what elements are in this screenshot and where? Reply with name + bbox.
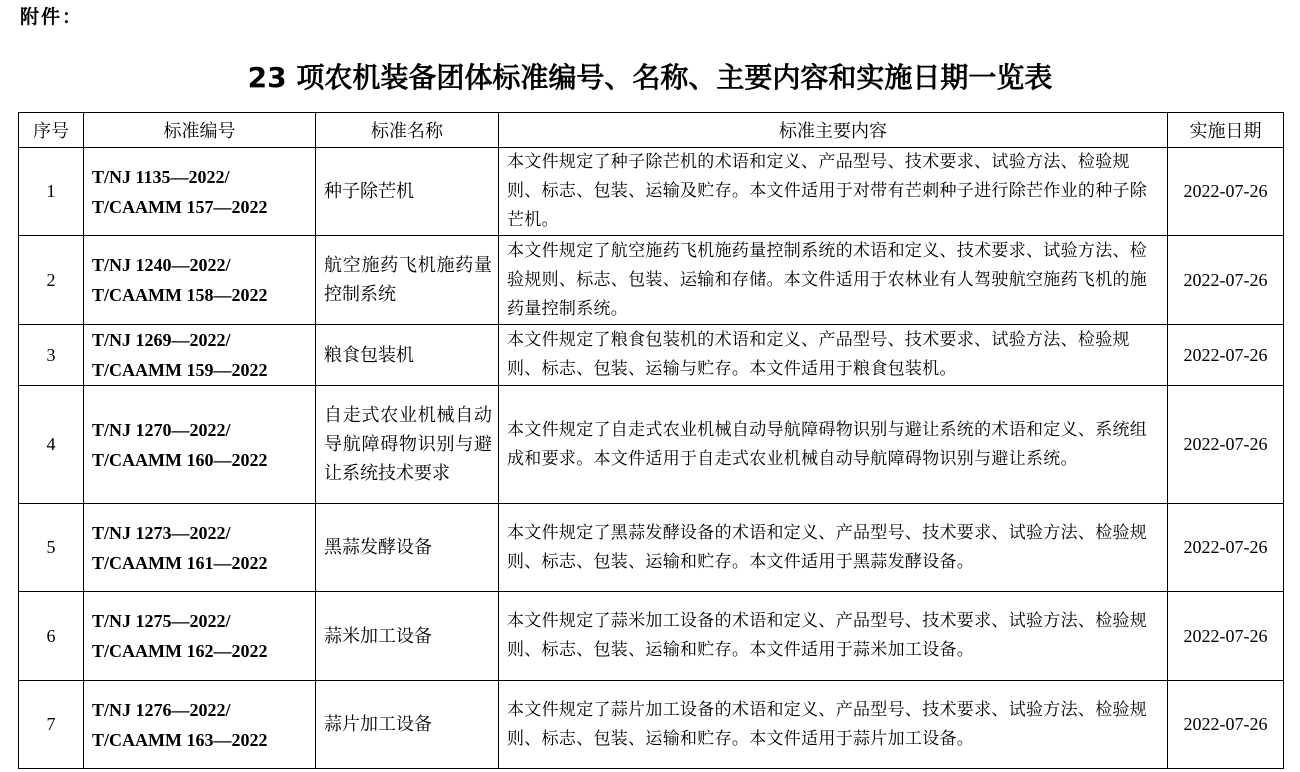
standards-table xyxy=(18,112,1284,769)
header-code: 标准编号 xyxy=(84,113,316,148)
row-code xyxy=(84,592,316,681)
row-name: 种子除芒机 xyxy=(316,148,499,236)
row-name: 航空施药飞机施药量控制系统 xyxy=(316,236,499,325)
row-content: 本文件规定了种子除芒机的术语和定义、产品型号、技术要求、试验方法、检验规则、标志、包装、运输及贮存。本文件适用于对带有芒刺种子进行除芒作业的种子除芒机。 xyxy=(499,148,1168,236)
row-date: 2022-07-26 xyxy=(1168,236,1284,325)
row-seq: 3 xyxy=(19,325,84,386)
row-code-line1: T/NJ 1269—2022/ xyxy=(92,330,231,350)
row-content: 本文件规定了自走式农业机械自动导航障碍物识别与避让系统的术语和定义、系统组成和要求。本文件适用于自走式农业机械自动导航障碍物识别与避让系统。 xyxy=(499,386,1168,504)
row-date: 2022-07-26 xyxy=(1168,325,1284,386)
row-code-line1: T/NJ 1270—2022/ xyxy=(92,419,231,440)
row-content: 本文件规定了蒜米加工设备的术语和定义、产品型号、技术要求、试验方法、检验规则、标志、包装、运输和贮存。本文件适用于蒜米加工设备。 xyxy=(499,592,1168,681)
table-header-row xyxy=(19,113,1284,148)
row-code-line2: T/CAAMM 158—2022 xyxy=(92,285,268,305)
row-code xyxy=(84,148,316,236)
row-content: 本文件规定了粮食包装机的术语和定义、产品型号、技术要求、试验方法、检验规则、标志、包装、运输与贮存。本文件适用于粮食包装机。 xyxy=(499,325,1168,386)
row-seq: 1 xyxy=(19,148,84,236)
table-row xyxy=(19,592,1284,681)
row-code-line2: T/CAAMM 160—2022 xyxy=(92,449,268,470)
row-code-line2: T/CAAMM 162—2022 xyxy=(92,641,268,661)
header-date: 实施日期 xyxy=(1168,113,1284,148)
row-code xyxy=(84,386,316,504)
row-code-line1: T/NJ 1276—2022/ xyxy=(92,699,231,720)
row-seq: 2 xyxy=(19,236,84,325)
attachment-label: 附件： xyxy=(20,6,84,28)
row-date: 2022-07-26 xyxy=(1168,148,1284,236)
row-date: 2022-07-26 xyxy=(1168,681,1284,769)
row-name: 自走式农业机械自动导航障碍物识别与避让系统技术要求 xyxy=(316,386,499,504)
row-code-line1: T/NJ 1273—2022/ xyxy=(92,522,231,543)
row-content: 本文件规定了黑蒜发酵设备的术语和定义、产品型号、技术要求、试验方法、检验规则、标志、包装、运输和贮存。本文件适用于黑蒜发酵设备。 xyxy=(499,504,1168,592)
row-code-line2: T/CAAMM 163—2022 xyxy=(92,729,268,750)
table-row xyxy=(19,504,1284,592)
table-row xyxy=(19,148,1284,236)
row-code-line2: T/CAAMM 157—2022 xyxy=(92,196,268,217)
row-name: 蒜米加工设备 xyxy=(316,592,499,681)
row-name: 蒜片加工设备 xyxy=(316,681,499,769)
row-code xyxy=(84,504,316,592)
row-code-line1: T/NJ 1240—2022/ xyxy=(92,255,231,275)
header-seq: 序号 xyxy=(19,113,84,148)
row-name: 粮食包装机 xyxy=(316,325,499,386)
document-title: 23 项农机装备团体标准编号、名称、主要内容和实施日期一览表 xyxy=(247,61,1053,94)
header-content: 标准主要内容 xyxy=(499,113,1168,148)
row-date: 2022-07-26 xyxy=(1168,386,1284,504)
table-row xyxy=(19,325,1284,386)
row-code-line2: T/CAAMM 159—2022 xyxy=(92,360,268,380)
row-date: 2022-07-26 xyxy=(1168,504,1284,592)
row-content: 本文件规定了蒜片加工设备的术语和定义、产品型号、技术要求、试验方法、检验规则、标志、包装、运输和贮存。本文件适用于蒜片加工设备。 xyxy=(499,681,1168,769)
row-code xyxy=(84,681,316,769)
row-code-line2: T/CAAMM 161—2022 xyxy=(92,552,268,573)
row-code-line1: T/NJ 1135—2022/ xyxy=(92,166,230,187)
row-seq: 4 xyxy=(19,386,84,504)
row-seq: 7 xyxy=(19,681,84,769)
row-content: 本文件规定了航空施药飞机施药量控制系统的术语和定义、技术要求、试验方法、检验规则、标志、包装、运输和存储。本文件适用于农林业有人驾驶航空施药飞机的施药量控制系统。 xyxy=(499,236,1168,325)
row-code-line1: T/NJ 1275—2022/ xyxy=(92,611,231,631)
row-code xyxy=(84,325,316,386)
row-code xyxy=(84,236,316,325)
table-row xyxy=(19,236,1284,325)
row-date: 2022-07-26 xyxy=(1168,592,1284,681)
table-row xyxy=(19,386,1284,504)
row-seq: 5 xyxy=(19,504,84,592)
header-name: 标准名称 xyxy=(316,113,499,148)
row-seq: 6 xyxy=(19,592,84,681)
row-name: 黑蒜发酵设备 xyxy=(316,504,499,592)
table-row xyxy=(19,681,1284,769)
